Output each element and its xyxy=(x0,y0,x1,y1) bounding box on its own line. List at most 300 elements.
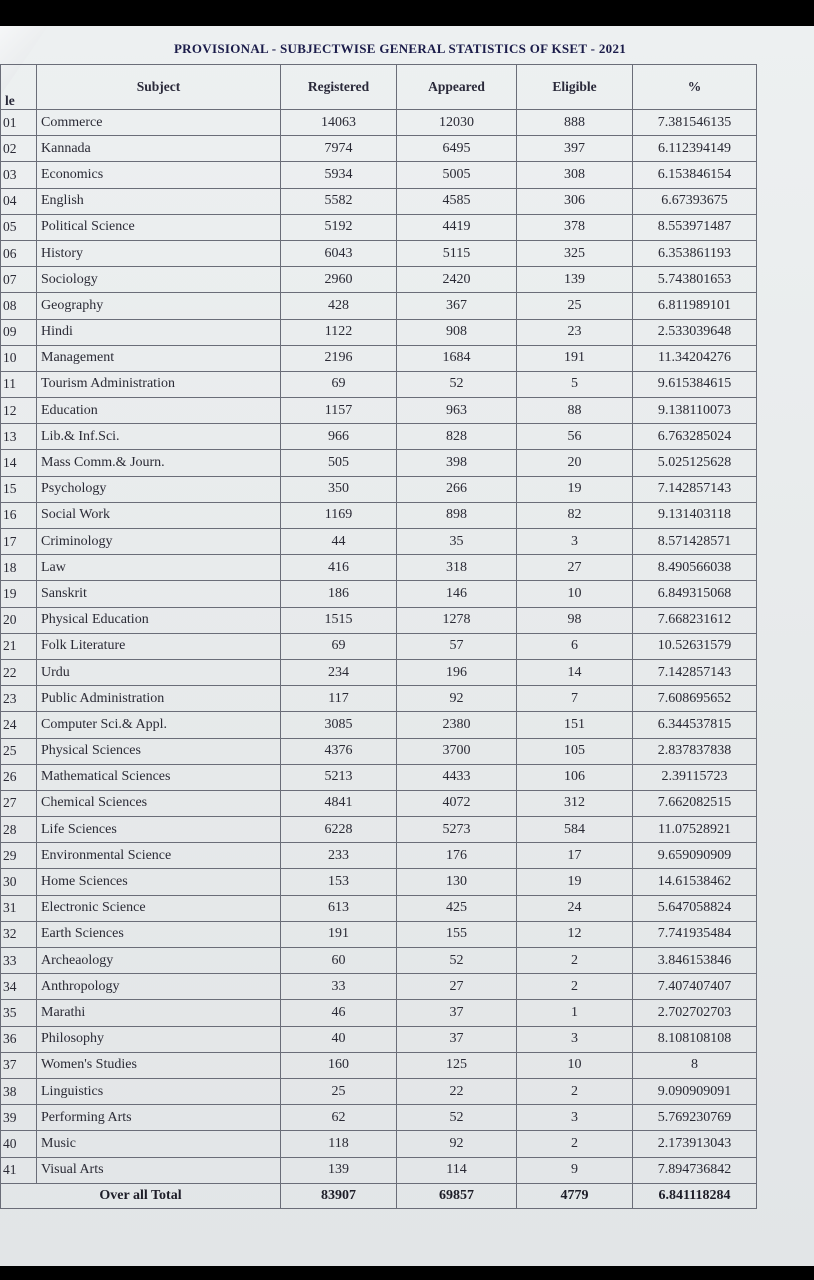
header-no: le xyxy=(1,65,37,110)
subject-cell: Kannada xyxy=(37,136,281,162)
appeared-cell: 5005 xyxy=(397,162,517,188)
subject-cell: Electronic Science xyxy=(37,895,281,921)
subject-cell: Tourism Administration xyxy=(37,371,281,397)
eligible-cell: 397 xyxy=(517,136,633,162)
registered-cell: 60 xyxy=(281,948,397,974)
subject-cell: Political Science xyxy=(37,214,281,240)
registered-cell: 62 xyxy=(281,1105,397,1131)
row-number: 05 xyxy=(1,214,37,240)
percent-cell: 9.615384615 xyxy=(633,371,757,397)
appeared-cell: 196 xyxy=(397,659,517,685)
appeared-cell: 92 xyxy=(397,1131,517,1157)
appeared-cell: 22 xyxy=(397,1078,517,1104)
appeared-cell: 92 xyxy=(397,686,517,712)
row-number: 22 xyxy=(1,659,37,685)
table-row xyxy=(1,817,757,843)
registered-cell: 25 xyxy=(281,1078,397,1104)
percent-cell: 5.743801653 xyxy=(633,267,757,293)
registered-cell: 505 xyxy=(281,450,397,476)
table-row xyxy=(1,502,757,528)
appeared-cell: 2380 xyxy=(397,712,517,738)
registered-cell: 428 xyxy=(281,293,397,319)
registered-cell: 1515 xyxy=(281,607,397,633)
percent-cell: 9.138110073 xyxy=(633,398,757,424)
table-row xyxy=(1,476,757,502)
subject-cell: Linguistics xyxy=(37,1078,281,1104)
eligible-cell: 24 xyxy=(517,895,633,921)
row-number: 32 xyxy=(1,921,37,947)
row-number: 40 xyxy=(1,1131,37,1157)
row-number: 20 xyxy=(1,607,37,633)
percent-cell: 2.837837838 xyxy=(633,738,757,764)
appeared-cell: 425 xyxy=(397,895,517,921)
percent-cell: 6.763285024 xyxy=(633,424,757,450)
appeared-cell: 125 xyxy=(397,1052,517,1078)
row-number: 19 xyxy=(1,581,37,607)
percent-cell: 7.668231612 xyxy=(633,607,757,633)
eligible-cell: 325 xyxy=(517,240,633,266)
subject-cell: Social Work xyxy=(37,502,281,528)
row-number: 08 xyxy=(1,293,37,319)
registered-cell: 350 xyxy=(281,476,397,502)
eligible-cell: 88 xyxy=(517,398,633,424)
appeared-cell: 266 xyxy=(397,476,517,502)
subject-cell: Computer Sci.& Appl. xyxy=(37,712,281,738)
table-row xyxy=(1,1157,757,1183)
row-number: 33 xyxy=(1,948,37,974)
table-row xyxy=(1,790,757,816)
subject-cell: Commerce xyxy=(37,110,281,136)
percent-cell: 8.108108108 xyxy=(633,1026,757,1052)
table-row xyxy=(1,843,757,869)
eligible-cell: 312 xyxy=(517,790,633,816)
percent-cell: 7.741935484 xyxy=(633,921,757,947)
row-number: 07 xyxy=(1,267,37,293)
appeared-cell: 5115 xyxy=(397,240,517,266)
eligible-cell: 2 xyxy=(517,974,633,1000)
registered-cell: 233 xyxy=(281,843,397,869)
subject-cell: Women's Studies xyxy=(37,1052,281,1078)
subject-cell: Archeaology xyxy=(37,948,281,974)
appeared-cell: 6495 xyxy=(397,136,517,162)
percent-cell: 11.07528921 xyxy=(633,817,757,843)
eligible-cell: 3 xyxy=(517,529,633,555)
percent-cell: 2.702702703 xyxy=(633,1000,757,1026)
eligible-cell: 5 xyxy=(517,371,633,397)
table-row xyxy=(1,1131,757,1157)
table-row xyxy=(1,921,757,947)
registered-cell: 4841 xyxy=(281,790,397,816)
registered-cell: 5192 xyxy=(281,214,397,240)
percent-cell: 9.659090909 xyxy=(633,843,757,869)
appeared-cell: 1684 xyxy=(397,345,517,371)
registered-cell: 69 xyxy=(281,371,397,397)
eligible-cell: 10 xyxy=(517,581,633,607)
row-number: 37 xyxy=(1,1052,37,1078)
percent-cell: 7.142857143 xyxy=(633,476,757,502)
eligible-cell: 191 xyxy=(517,345,633,371)
header-subject: Subject xyxy=(37,65,281,110)
row-number: 01 xyxy=(1,110,37,136)
appeared-cell: 908 xyxy=(397,319,517,345)
registered-cell: 613 xyxy=(281,895,397,921)
row-number: 23 xyxy=(1,686,37,712)
row-number: 30 xyxy=(1,869,37,895)
percent-cell: 7.608695652 xyxy=(633,686,757,712)
subject-cell: History xyxy=(37,240,281,266)
registered-cell: 69 xyxy=(281,633,397,659)
eligible-cell: 308 xyxy=(517,162,633,188)
row-number: 28 xyxy=(1,817,37,843)
table-row xyxy=(1,110,757,136)
subject-cell: Sociology xyxy=(37,267,281,293)
eligible-cell: 584 xyxy=(517,817,633,843)
registered-cell: 186 xyxy=(281,581,397,607)
registered-cell: 160 xyxy=(281,1052,397,1078)
subject-cell: Economics xyxy=(37,162,281,188)
row-number: 15 xyxy=(1,476,37,502)
eligible-cell: 106 xyxy=(517,764,633,790)
percent-cell: 6.344537815 xyxy=(633,712,757,738)
table-row xyxy=(1,529,757,555)
eligible-cell: 151 xyxy=(517,712,633,738)
row-number: 16 xyxy=(1,502,37,528)
registered-cell: 1157 xyxy=(281,398,397,424)
eligible-cell: 56 xyxy=(517,424,633,450)
table-row xyxy=(1,1000,757,1026)
appeared-cell: 3700 xyxy=(397,738,517,764)
registered-cell: 966 xyxy=(281,424,397,450)
percent-cell: 6.153846154 xyxy=(633,162,757,188)
percent-cell: 6.849315068 xyxy=(633,581,757,607)
registered-cell: 46 xyxy=(281,1000,397,1026)
table-row xyxy=(1,764,757,790)
eligible-cell: 1 xyxy=(517,1000,633,1026)
eligible-cell: 306 xyxy=(517,188,633,214)
percent-cell: 7.381546135 xyxy=(633,110,757,136)
subject-cell: Philosophy xyxy=(37,1026,281,1052)
total-label: Over all Total xyxy=(1,1183,281,1208)
percent-cell: 7.894736842 xyxy=(633,1157,757,1183)
registered-cell: 5582 xyxy=(281,188,397,214)
row-number: 13 xyxy=(1,424,37,450)
appeared-cell: 37 xyxy=(397,1026,517,1052)
registered-cell: 6043 xyxy=(281,240,397,266)
subject-cell: Psychology xyxy=(37,476,281,502)
table-row xyxy=(1,1026,757,1052)
table-row xyxy=(1,1105,757,1131)
eligible-cell: 3 xyxy=(517,1105,633,1131)
total-appeared: 69857 xyxy=(397,1183,517,1208)
table-header-row xyxy=(1,65,757,110)
subject-cell: English xyxy=(37,188,281,214)
appeared-cell: 27 xyxy=(397,974,517,1000)
eligible-cell: 378 xyxy=(517,214,633,240)
percent-cell: 8.553971487 xyxy=(633,214,757,240)
registered-cell: 14063 xyxy=(281,110,397,136)
table-row xyxy=(1,136,757,162)
row-number: 24 xyxy=(1,712,37,738)
table-row xyxy=(1,214,757,240)
registered-cell: 33 xyxy=(281,974,397,1000)
subject-cell: Chemical Sciences xyxy=(37,790,281,816)
table-row xyxy=(1,188,757,214)
eligible-cell: 2 xyxy=(517,1078,633,1104)
row-number: 18 xyxy=(1,555,37,581)
percent-cell: 5.025125628 xyxy=(633,450,757,476)
percent-cell: 5.769230769 xyxy=(633,1105,757,1131)
appeared-cell: 12030 xyxy=(397,110,517,136)
statistics-table xyxy=(0,64,757,1209)
table-row xyxy=(1,633,757,659)
subject-cell: Music xyxy=(37,1131,281,1157)
eligible-cell: 19 xyxy=(517,476,633,502)
table-row xyxy=(1,371,757,397)
total-eligible: 4779 xyxy=(517,1183,633,1208)
subject-cell: Folk Literature xyxy=(37,633,281,659)
appeared-cell: 176 xyxy=(397,843,517,869)
eligible-cell: 25 xyxy=(517,293,633,319)
subject-cell: Anthropology xyxy=(37,974,281,1000)
table-row xyxy=(1,895,757,921)
appeared-cell: 367 xyxy=(397,293,517,319)
subject-cell: Urdu xyxy=(37,659,281,685)
row-number: 04 xyxy=(1,188,37,214)
row-number: 21 xyxy=(1,633,37,659)
table-row xyxy=(1,424,757,450)
percent-cell: 6.353861193 xyxy=(633,240,757,266)
registered-cell: 234 xyxy=(281,659,397,685)
registered-cell: 7974 xyxy=(281,136,397,162)
percent-cell: 2.39115723 xyxy=(633,764,757,790)
appeared-cell: 52 xyxy=(397,948,517,974)
registered-cell: 153 xyxy=(281,869,397,895)
eligible-cell: 12 xyxy=(517,921,633,947)
subject-cell: Marathi xyxy=(37,1000,281,1026)
appeared-cell: 1278 xyxy=(397,607,517,633)
header-eligible: Eligible xyxy=(517,65,633,110)
eligible-cell: 3 xyxy=(517,1026,633,1052)
eligible-cell: 82 xyxy=(517,502,633,528)
registered-cell: 139 xyxy=(281,1157,397,1183)
row-number: 34 xyxy=(1,974,37,1000)
document-title: PROVISIONAL - SUBJECTWISE GENERAL STATISTICS OF KSET - 2021 xyxy=(173,41,627,56)
appeared-cell: 398 xyxy=(397,450,517,476)
table-row xyxy=(1,450,757,476)
appeared-cell: 146 xyxy=(397,581,517,607)
subject-cell: Environmental Science xyxy=(37,843,281,869)
row-number: 25 xyxy=(1,738,37,764)
registered-cell: 1122 xyxy=(281,319,397,345)
eligible-cell: 139 xyxy=(517,267,633,293)
registered-cell: 118 xyxy=(281,1131,397,1157)
registered-cell: 1169 xyxy=(281,502,397,528)
registered-cell: 2960 xyxy=(281,267,397,293)
table-row xyxy=(1,686,757,712)
table-row xyxy=(1,607,757,633)
appeared-cell: 898 xyxy=(397,502,517,528)
subject-cell: Public Administration xyxy=(37,686,281,712)
subject-cell: Criminology xyxy=(37,529,281,555)
total-percent: 6.841118284 xyxy=(633,1183,757,1208)
row-number: 31 xyxy=(1,895,37,921)
row-number: 10 xyxy=(1,345,37,371)
percent-cell: 14.61538462 xyxy=(633,869,757,895)
row-number: 29 xyxy=(1,843,37,869)
table-body xyxy=(1,110,757,1184)
table-row xyxy=(1,555,757,581)
subject-cell: Management xyxy=(37,345,281,371)
appeared-cell: 35 xyxy=(397,529,517,555)
appeared-cell: 828 xyxy=(397,424,517,450)
percent-cell: 2.173913043 xyxy=(633,1131,757,1157)
subject-cell: Performing Arts xyxy=(37,1105,281,1131)
percent-cell: 6.112394149 xyxy=(633,136,757,162)
subject-cell: Mass Comm.& Journ. xyxy=(37,450,281,476)
appeared-cell: 57 xyxy=(397,633,517,659)
appeared-cell: 318 xyxy=(397,555,517,581)
row-number: 27 xyxy=(1,790,37,816)
percent-cell: 8.490566038 xyxy=(633,555,757,581)
eligible-cell: 105 xyxy=(517,738,633,764)
table-row xyxy=(1,293,757,319)
row-number: 09 xyxy=(1,319,37,345)
registered-cell: 117 xyxy=(281,686,397,712)
percent-cell: 11.34204276 xyxy=(633,345,757,371)
registered-cell: 5213 xyxy=(281,764,397,790)
registered-cell: 6228 xyxy=(281,817,397,843)
eligible-cell: 27 xyxy=(517,555,633,581)
row-number: 41 xyxy=(1,1157,37,1183)
table-row xyxy=(1,162,757,188)
eligible-cell: 14 xyxy=(517,659,633,685)
table-row xyxy=(1,712,757,738)
row-number: 35 xyxy=(1,1000,37,1026)
appeared-cell: 52 xyxy=(397,1105,517,1131)
appeared-cell: 2420 xyxy=(397,267,517,293)
eligible-cell: 23 xyxy=(517,319,633,345)
eligible-cell: 10 xyxy=(517,1052,633,1078)
subject-cell: Geography xyxy=(37,293,281,319)
row-number: 36 xyxy=(1,1026,37,1052)
appeared-cell: 4072 xyxy=(397,790,517,816)
registered-cell: 5934 xyxy=(281,162,397,188)
appeared-cell: 37 xyxy=(397,1000,517,1026)
subject-cell: Law xyxy=(37,555,281,581)
eligible-cell: 98 xyxy=(517,607,633,633)
table-row xyxy=(1,240,757,266)
appeared-cell: 963 xyxy=(397,398,517,424)
eligible-cell: 17 xyxy=(517,843,633,869)
registered-cell: 4376 xyxy=(281,738,397,764)
table-row xyxy=(1,345,757,371)
row-number: 06 xyxy=(1,240,37,266)
eligible-cell: 6 xyxy=(517,633,633,659)
header-appeared: Appeared xyxy=(397,65,517,110)
subject-cell: Physical Sciences xyxy=(37,738,281,764)
percent-cell: 9.131403118 xyxy=(633,502,757,528)
eligible-cell: 7 xyxy=(517,686,633,712)
table-row xyxy=(1,659,757,685)
eligible-cell: 19 xyxy=(517,869,633,895)
percent-cell: 6.67393675 xyxy=(633,188,757,214)
table-row xyxy=(1,581,757,607)
percent-cell: 8.571428571 xyxy=(633,529,757,555)
percent-cell: 7.407407407 xyxy=(633,974,757,1000)
eligible-cell: 2 xyxy=(517,948,633,974)
percent-cell: 8 xyxy=(633,1052,757,1078)
subject-cell: Life Sciences xyxy=(37,817,281,843)
table-row xyxy=(1,869,757,895)
subject-cell: Education xyxy=(37,398,281,424)
row-number: 12 xyxy=(1,398,37,424)
total-registered: 83907 xyxy=(281,1183,397,1208)
table-row xyxy=(1,1078,757,1104)
subject-cell: Home Sciences xyxy=(37,869,281,895)
appeared-cell: 5273 xyxy=(397,817,517,843)
subject-cell: Physical Education xyxy=(37,607,281,633)
appeared-cell: 155 xyxy=(397,921,517,947)
row-number: 17 xyxy=(1,529,37,555)
percent-cell: 6.811989101 xyxy=(633,293,757,319)
table-row xyxy=(1,1052,757,1078)
appeared-cell: 114 xyxy=(397,1157,517,1183)
percent-cell: 7.662082515 xyxy=(633,790,757,816)
table-row xyxy=(1,948,757,974)
row-number: 11 xyxy=(1,371,37,397)
appeared-cell: 130 xyxy=(397,869,517,895)
percent-cell: 9.090909091 xyxy=(633,1078,757,1104)
registered-cell: 2196 xyxy=(281,345,397,371)
subject-cell: Mathematical Sciences xyxy=(37,764,281,790)
header-registered: Registered xyxy=(281,65,397,110)
table-row xyxy=(1,738,757,764)
row-number: 03 xyxy=(1,162,37,188)
registered-cell: 44 xyxy=(281,529,397,555)
row-number: 26 xyxy=(1,764,37,790)
registered-cell: 40 xyxy=(281,1026,397,1052)
percent-cell: 2.533039648 xyxy=(633,319,757,345)
subject-cell: Sanskrit xyxy=(37,581,281,607)
subject-cell: Hindi xyxy=(37,319,281,345)
eligible-cell: 20 xyxy=(517,450,633,476)
percent-cell: 10.52631579 xyxy=(633,633,757,659)
subject-cell: Visual Arts xyxy=(37,1157,281,1183)
subject-cell: Lib.& Inf.Sci. xyxy=(37,424,281,450)
registered-cell: 3085 xyxy=(281,712,397,738)
subject-cell: Earth Sciences xyxy=(37,921,281,947)
appeared-cell: 4433 xyxy=(397,764,517,790)
table-row xyxy=(1,267,757,293)
registered-cell: 416 xyxy=(281,555,397,581)
eligible-cell: 888 xyxy=(517,110,633,136)
appeared-cell: 52 xyxy=(397,371,517,397)
total-row xyxy=(1,1183,757,1208)
percent-cell: 5.647058824 xyxy=(633,895,757,921)
appeared-cell: 4419 xyxy=(397,214,517,240)
row-number: 14 xyxy=(1,450,37,476)
table-row xyxy=(1,398,757,424)
appeared-cell: 4585 xyxy=(397,188,517,214)
eligible-cell: 9 xyxy=(517,1157,633,1183)
header-percent: % xyxy=(633,65,757,110)
table-row xyxy=(1,319,757,345)
table-row xyxy=(1,974,757,1000)
percent-cell: 7.142857143 xyxy=(633,659,757,685)
eligible-cell: 2 xyxy=(517,1131,633,1157)
row-number: 38 xyxy=(1,1078,37,1104)
row-number: 02 xyxy=(1,136,37,162)
